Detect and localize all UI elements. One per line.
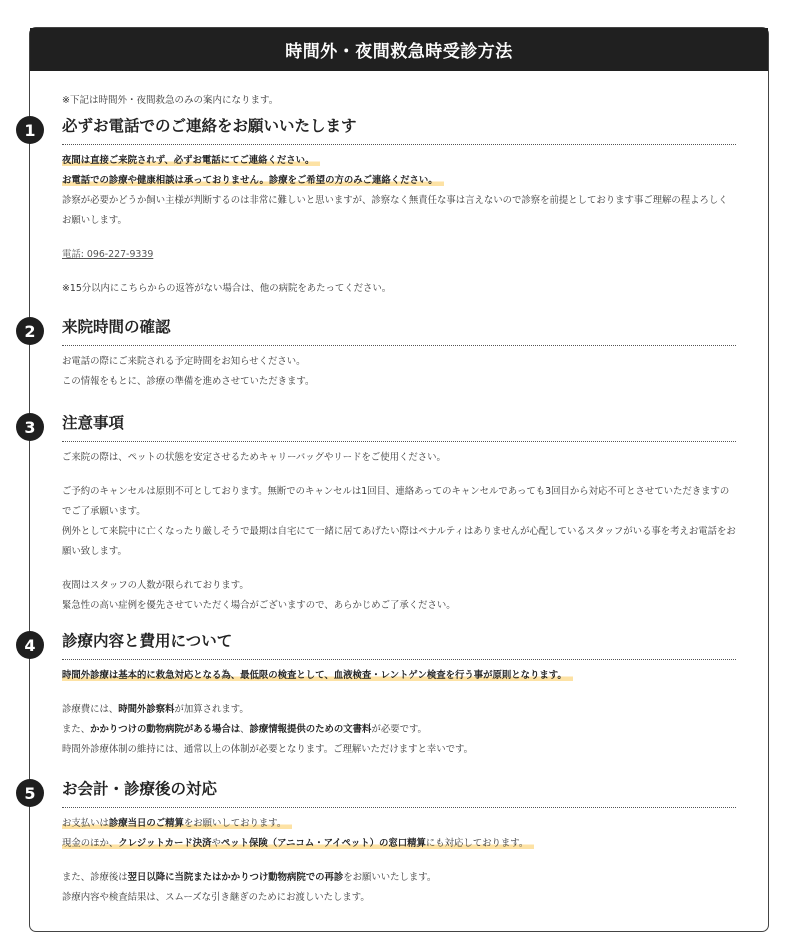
section-title: 診療内容と費用について (62, 632, 233, 650)
step-number-badge: 5 (16, 779, 44, 807)
step-number-badge: 2 (16, 317, 44, 345)
body-text: 診療費には、時間外診察料が加算されます。 (62, 704, 249, 715)
highlight-text: 時間外診療は基本的に救急対応となる為、最低限の検査として、血液検査・レントゲン検査を行う事が原則となります。 (62, 670, 573, 681)
body-text: ご予約のキャンセルは原則不可としております。無断でのキャンセルは1回目、連絡あってのキャンセルであっても3回目から対応不可とさせていただきますのでご了承願います。 (62, 486, 730, 517)
section-2 (24, 317, 736, 392)
body-text: 診察が必要かどうか飼い主様が判断するのは非常に難しいと思いますが、診察なく無責任な事は言えないので診察を前提としております事ご理解の程よろしくお願いします。 (62, 195, 728, 226)
step-number-badge: 3 (16, 413, 44, 441)
dotted-divider (62, 441, 736, 442)
body-text: 例外として来院中に亡くなったり厳しそうで最期は自宅にて一緒に居てあげたい際はペナルティはありませんが心配しているスタッフがいる事を考えお電話をお願い致します。 (62, 526, 736, 557)
dotted-divider (62, 807, 736, 808)
highlight-text: 現金のほか、クレジットカード決済やペット保険（アニコム・アイペット）の窓口精算にも対応しております。 (62, 838, 534, 849)
step-number-badge: 1 (16, 116, 44, 144)
section-title: 来院時間の確認 (62, 318, 171, 336)
body-text: この情報をもとに、診療の準備を進めさせていただきます。 (62, 376, 315, 387)
section-3 (24, 413, 736, 616)
dotted-divider (62, 144, 736, 145)
section-title: お会計・診療後の対応 (62, 780, 218, 798)
section-title: 必ずお電話でのご連絡をお願いいたします (62, 117, 357, 135)
body-text: また、診療後は翌日以降に当院またはかかりつけ動物病院での再診をお願いいたします。 (62, 872, 437, 883)
phone-link[interactable]: 電話: 096-227-9339 (62, 249, 154, 260)
body-text: 診療内容や検査結果は、スムーズな引き継ぎのためにお渡しいたします。 (62, 892, 370, 903)
dotted-divider (62, 345, 736, 346)
intro-note: ※下記は時間外・夜間救急のみの案内になります。 (62, 95, 279, 106)
highlight-text: お電話での診療や健康相談は承っておりません。診療をご希望の方のみご連絡ください。 (62, 175, 444, 186)
page-title: 時間外・夜間救急時受診方法 (285, 42, 513, 62)
emergency-info-card (24, 27, 769, 932)
section-title: 注意事項 (62, 414, 125, 432)
highlight-text: 夜間は直接ご来院されず、必ずお電話にてご連絡ください。 (62, 155, 320, 166)
card-header (30, 28, 768, 71)
body-text: ※15分以内にこちらからの返答がない場合は、他の病院をあたってください。 (62, 283, 392, 294)
dotted-divider (62, 659, 736, 660)
section-1 (24, 116, 736, 299)
body-text: ご来院の際は、ペットの状態を安定させるためキャリーバッグやリードをご使用ください。 (62, 452, 446, 463)
body-text: 緊急性の高い症例を優先させていただく場合がございますので、あらかじめご了承ください。 (62, 600, 456, 611)
section-4 (24, 631, 736, 760)
highlight-text: お支払いは診療当日のご精算をお願いしております。 (62, 818, 292, 829)
body-text: 夜間はスタッフの人数が限られております。 (62, 580, 249, 591)
body-text: 時間外診療体制の維持には、通常以上の体制が必要となります。ご理解いただけますと幸いです。 (62, 744, 474, 755)
section-5 (24, 779, 736, 908)
step-number-badge: 4 (16, 631, 44, 659)
body-text: お電話の際にご来院される予定時間をお知らせください。 (62, 356, 306, 367)
body-text: また、かかりつけの動物病院がある場合は、診療情報提供のための文書料が必要です。 (62, 724, 427, 735)
